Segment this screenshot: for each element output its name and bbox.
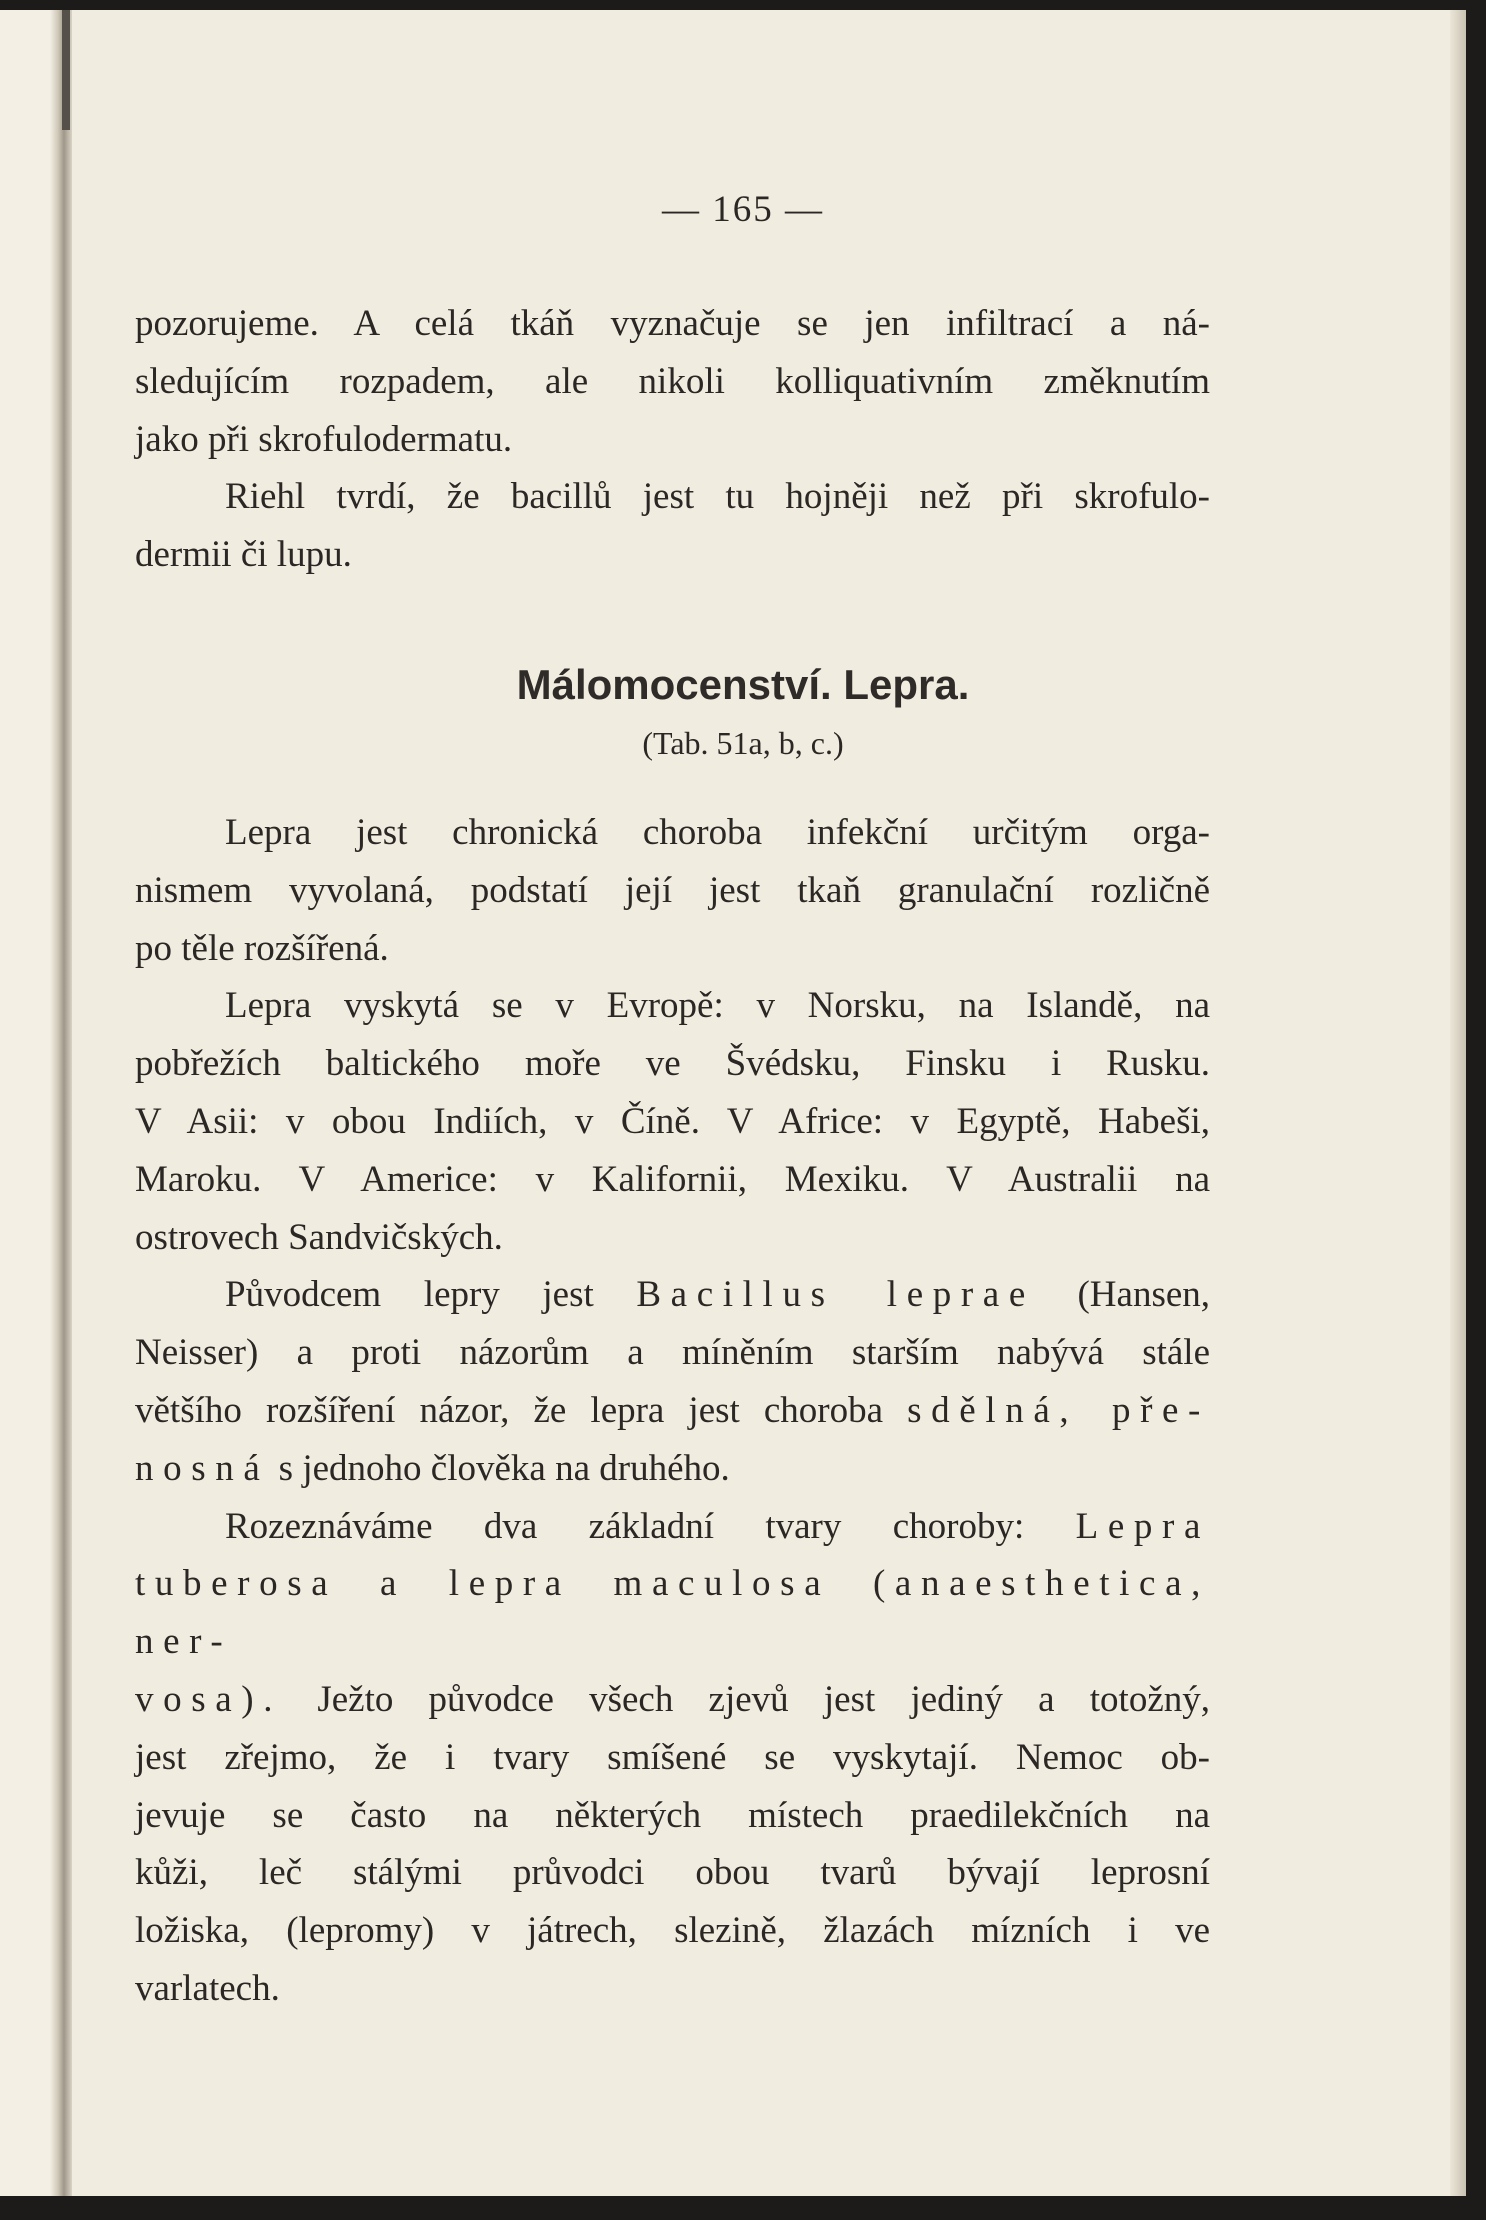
text-segment: Rozeznáváme dva základní tvary choroby: — [225, 1505, 1025, 1547]
gutter-shadow — [62, 10, 70, 130]
text-line: nismem vyvolaná, podstatí její jest tkaň granulační rozličně — [135, 869, 1210, 911]
text-segment: Ježto původce všech zjevů jest jediný a totožný, — [317, 1678, 1210, 1720]
text-line: Maroku. V Americe: v Kalifornii, Mexiku. V Australii na — [135, 1158, 1210, 1200]
page-edge — [1450, 10, 1466, 2196]
text-line: dermii či lupu. — [135, 534, 352, 576]
text-segment: Původcem lepry jest — [225, 1274, 594, 1316]
text-line: Riehl tvrdí, že bacillů jest tu hojněji než při skrofulo- — [225, 476, 1210, 518]
text-line: kůži, leč stálými průvodci obou tvarů bývají leprosní — [135, 1852, 1210, 1894]
section-body — [135, 804, 1210, 2018]
text-line — [135, 1440, 1210, 1498]
spaced-term: Lepra — [1075, 1505, 1211, 1547]
text-line — [135, 1671, 1210, 1729]
paragraph-continuation — [135, 295, 1210, 584]
scan-border-top — [0, 0, 1486, 10]
text-line: Lepra jest chronická choroba infekční určitým orga- — [225, 812, 1210, 853]
text-line — [135, 1266, 1210, 1324]
section-heading: Málomocenství. Lepra. — [516, 661, 970, 708]
text-line: Lepra vyskytá se v Evropě: v Norsku, na Islandě, na — [225, 985, 1210, 1027]
text-line — [135, 1382, 1210, 1440]
page-number: — 165 — — [662, 189, 824, 230]
spaced-term: Bacillus leprae — [636, 1274, 1035, 1316]
scan-border-right — [1466, 0, 1486, 2220]
text-line: pobřežích baltického moře ve Švédsku, Finsku i Rusku. — [135, 1043, 1210, 1085]
book-gutter — [0, 10, 72, 2196]
spaced-term: vosa). — [135, 1678, 283, 1720]
spaced-term: sdělná, pře- — [907, 1389, 1210, 1431]
section-subheading: (Tab. 51a, b, c.) — [642, 725, 844, 761]
scan-border-bottom — [0, 2196, 1486, 2220]
text-line: ložiska, (lepromy) v játrech, slezině, žlazách mízních i ve — [135, 1910, 1210, 1952]
text-line: jevuje se často na některých místech praedilekčních na — [135, 1794, 1210, 1836]
text-segment: s jednoho člověka na druhého. — [278, 1447, 730, 1489]
text-line: po těle rozšířená. — [135, 927, 389, 969]
text-line: jako při skrofulodermatu. — [135, 418, 513, 460]
text-segment: (Hansen, — [1077, 1274, 1211, 1316]
text-line: V Asii: v obou Indiích, v Číně. V Africe: v Egyptě, Habeši, — [135, 1100, 1210, 1142]
text-line — [135, 1498, 1210, 1556]
text-line: pozorujeme. A celá tkáň vyznačuje se jen infiltrací a ná- — [135, 303, 1210, 344]
spaced-term: nosná — [135, 1447, 270, 1489]
text-line: varlatech. — [135, 1967, 280, 2009]
text-line: Neisser) a proti názorům a míněním starším nabývá stále — [135, 1332, 1210, 1374]
text-segment: většího rozšíření názor, že lepra jest choroba — [135, 1389, 884, 1431]
text-line: jest zřejmo, že i tvary smíšené se vyskytají. Nemoc ob- — [135, 1736, 1210, 1778]
text-line: tuberosa a lepra maculosa (anaesthetica, ner- — [135, 1563, 1210, 1663]
text-line: ostrovech Sandvičských. — [135, 1216, 503, 1258]
text-line: sledujícím rozpadem, ale nikoli kolliquativním změknutím — [135, 360, 1210, 402]
